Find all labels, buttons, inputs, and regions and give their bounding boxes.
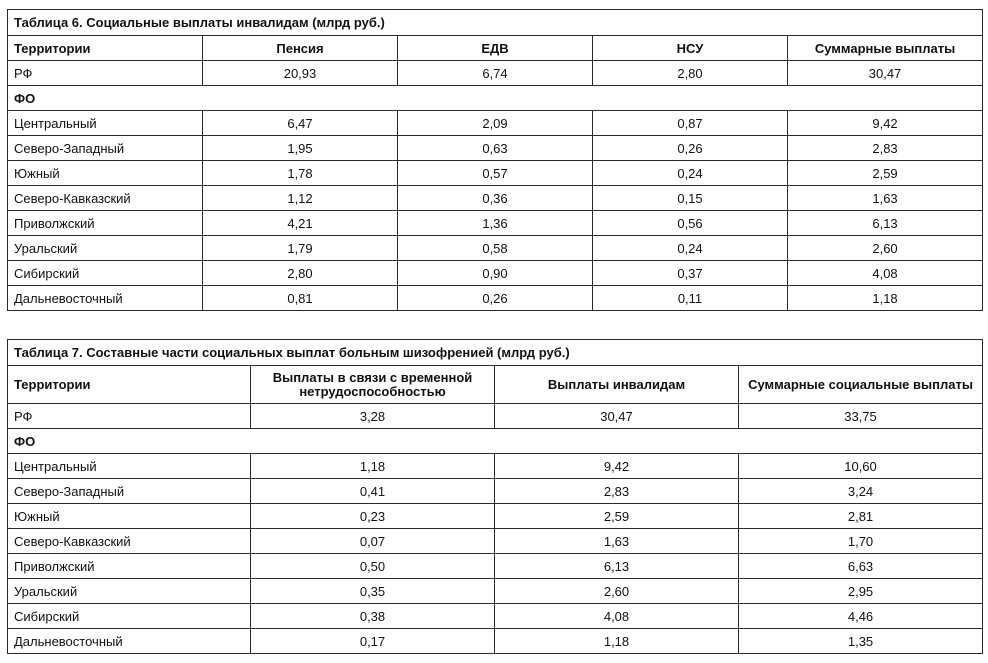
cell-value: 0,90 — [398, 261, 593, 286]
cell-value: 20,93 — [203, 61, 398, 86]
table-row — [8, 629, 983, 654]
table-row — [8, 554, 983, 579]
cell-value: 33,75 — [739, 404, 983, 429]
cell-value: 10,60 — [739, 454, 983, 479]
table-7-header-temporary-disability: Выплаты в связи с временной нетрудоспособностью — [251, 366, 495, 404]
cell-value: 6,63 — [739, 554, 983, 579]
table-row — [8, 136, 983, 161]
cell-value: 3,28 — [251, 404, 495, 429]
row-name: Дальневосточный — [8, 286, 203, 311]
cell-value: 0,56 — [593, 211, 788, 236]
cell-value: 2,59 — [495, 504, 739, 529]
cell-value: 2,83 — [788, 136, 983, 161]
cell-value: 4,46 — [739, 604, 983, 629]
table-row — [8, 579, 983, 604]
table-row — [8, 186, 983, 211]
table-6-header-territory: Территории — [8, 36, 203, 61]
cell-value: 0,24 — [593, 161, 788, 186]
table-row — [8, 479, 983, 504]
cell-value: 0,41 — [251, 479, 495, 504]
cell-value: 1,35 — [739, 629, 983, 654]
table-6-disability-payments — [7, 9, 983, 311]
cell-value: 2,60 — [788, 236, 983, 261]
cell-value: 30,47 — [788, 61, 983, 86]
cell-value: 2,81 — [739, 504, 983, 529]
cell-value: 6,13 — [495, 554, 739, 579]
table-6-caption: Таблица 6. Социальные выплаты инвалидам (млрд руб.) — [8, 10, 983, 36]
table-row — [8, 286, 983, 311]
row-name: Северо-Западный — [8, 479, 251, 504]
cell-value: 0,63 — [398, 136, 593, 161]
cell-value: 0,37 — [593, 261, 788, 286]
table-row — [8, 404, 983, 429]
cell-value: 0,57 — [398, 161, 593, 186]
cell-value: 0,26 — [593, 136, 788, 161]
table-row — [8, 604, 983, 629]
table-row — [8, 61, 983, 86]
cell-value: 2,80 — [203, 261, 398, 286]
cell-value: 0,58 — [398, 236, 593, 261]
row-name: Южный — [8, 504, 251, 529]
table-row — [8, 111, 983, 136]
cell-value: 6,74 — [398, 61, 593, 86]
cell-value: 1,18 — [788, 286, 983, 311]
row-name: Дальневосточный — [8, 629, 251, 654]
cell-value: 0,35 — [251, 579, 495, 604]
row-name: Приволжский — [8, 211, 203, 236]
cell-value: 2,80 — [593, 61, 788, 86]
table-7-schizophrenia-payments — [7, 339, 983, 654]
cell-value: 1,70 — [739, 529, 983, 554]
cell-value: 1,79 — [203, 236, 398, 261]
cell-value: 0,38 — [251, 604, 495, 629]
fo-section-label: ФО — [8, 86, 983, 111]
cell-value: 2,09 — [398, 111, 593, 136]
cell-value: 1,36 — [398, 211, 593, 236]
row-name: Северо-Кавказский — [8, 186, 203, 211]
cell-value: 0,17 — [251, 629, 495, 654]
row-name: Сибирский — [8, 604, 251, 629]
cell-value: 4,08 — [788, 261, 983, 286]
row-name: РФ — [8, 404, 251, 429]
table-6-header-total: Суммарные выплаты — [788, 36, 983, 61]
table-7-header-total-social: Суммарные социальные выплаты — [739, 366, 983, 404]
table-row — [8, 261, 983, 286]
cell-value: 0,81 — [203, 286, 398, 311]
table-row — [8, 529, 983, 554]
cell-value: 0,50 — [251, 554, 495, 579]
cell-value: 9,42 — [495, 454, 739, 479]
cell-value: 2,60 — [495, 579, 739, 604]
row-name: Центральный — [8, 454, 251, 479]
row-name: Сибирский — [8, 261, 203, 286]
row-name: РФ — [8, 61, 203, 86]
fo-section-label: ФО — [8, 429, 983, 454]
cell-value: 1,18 — [495, 629, 739, 654]
row-name: Центральный — [8, 111, 203, 136]
cell-value: 6,13 — [788, 211, 983, 236]
cell-value: 6,47 — [203, 111, 398, 136]
cell-value: 0,07 — [251, 529, 495, 554]
table-7-header-territory: Территории — [8, 366, 251, 404]
row-name: Уральский — [8, 579, 251, 604]
cell-value: 0,23 — [251, 504, 495, 529]
table-7-caption: Таблица 7. Составные части социальных выплат больным шизофренией (млрд руб.) — [8, 340, 983, 366]
table-row — [8, 236, 983, 261]
cell-value: 1,63 — [495, 529, 739, 554]
row-name: Северо-Кавказский — [8, 529, 251, 554]
cell-value: 1,12 — [203, 186, 398, 211]
table-6-header-pension: Пенсия — [203, 36, 398, 61]
cell-value: 0,11 — [593, 286, 788, 311]
row-name: Приволжский — [8, 554, 251, 579]
table-row — [8, 504, 983, 529]
cell-value: 1,78 — [203, 161, 398, 186]
cell-value: 1,18 — [251, 454, 495, 479]
cell-value: 0,87 — [593, 111, 788, 136]
cell-value: 0,15 — [593, 186, 788, 211]
row-name: Северо-Западный — [8, 136, 203, 161]
cell-value: 30,47 — [495, 404, 739, 429]
cell-value: 4,21 — [203, 211, 398, 236]
cell-value: 2,95 — [739, 579, 983, 604]
table-row — [8, 161, 983, 186]
table-7-header-disability-payments: Выплаты инвалидам — [495, 366, 739, 404]
table-row — [8, 454, 983, 479]
row-name: Южный — [8, 161, 203, 186]
cell-value: 0,24 — [593, 236, 788, 261]
cell-value: 1,63 — [788, 186, 983, 211]
cell-value: 2,59 — [788, 161, 983, 186]
cell-value: 2,83 — [495, 479, 739, 504]
table-row — [8, 211, 983, 236]
cell-value: 1,95 — [203, 136, 398, 161]
cell-value: 0,36 — [398, 186, 593, 211]
cell-value: 3,24 — [739, 479, 983, 504]
table-6-header-nsu: НСУ — [593, 36, 788, 61]
cell-value: 4,08 — [495, 604, 739, 629]
cell-value: 9,42 — [788, 111, 983, 136]
cell-value: 0,26 — [398, 286, 593, 311]
table-6-header-edv: ЕДВ — [398, 36, 593, 61]
row-name: Уральский — [8, 236, 203, 261]
